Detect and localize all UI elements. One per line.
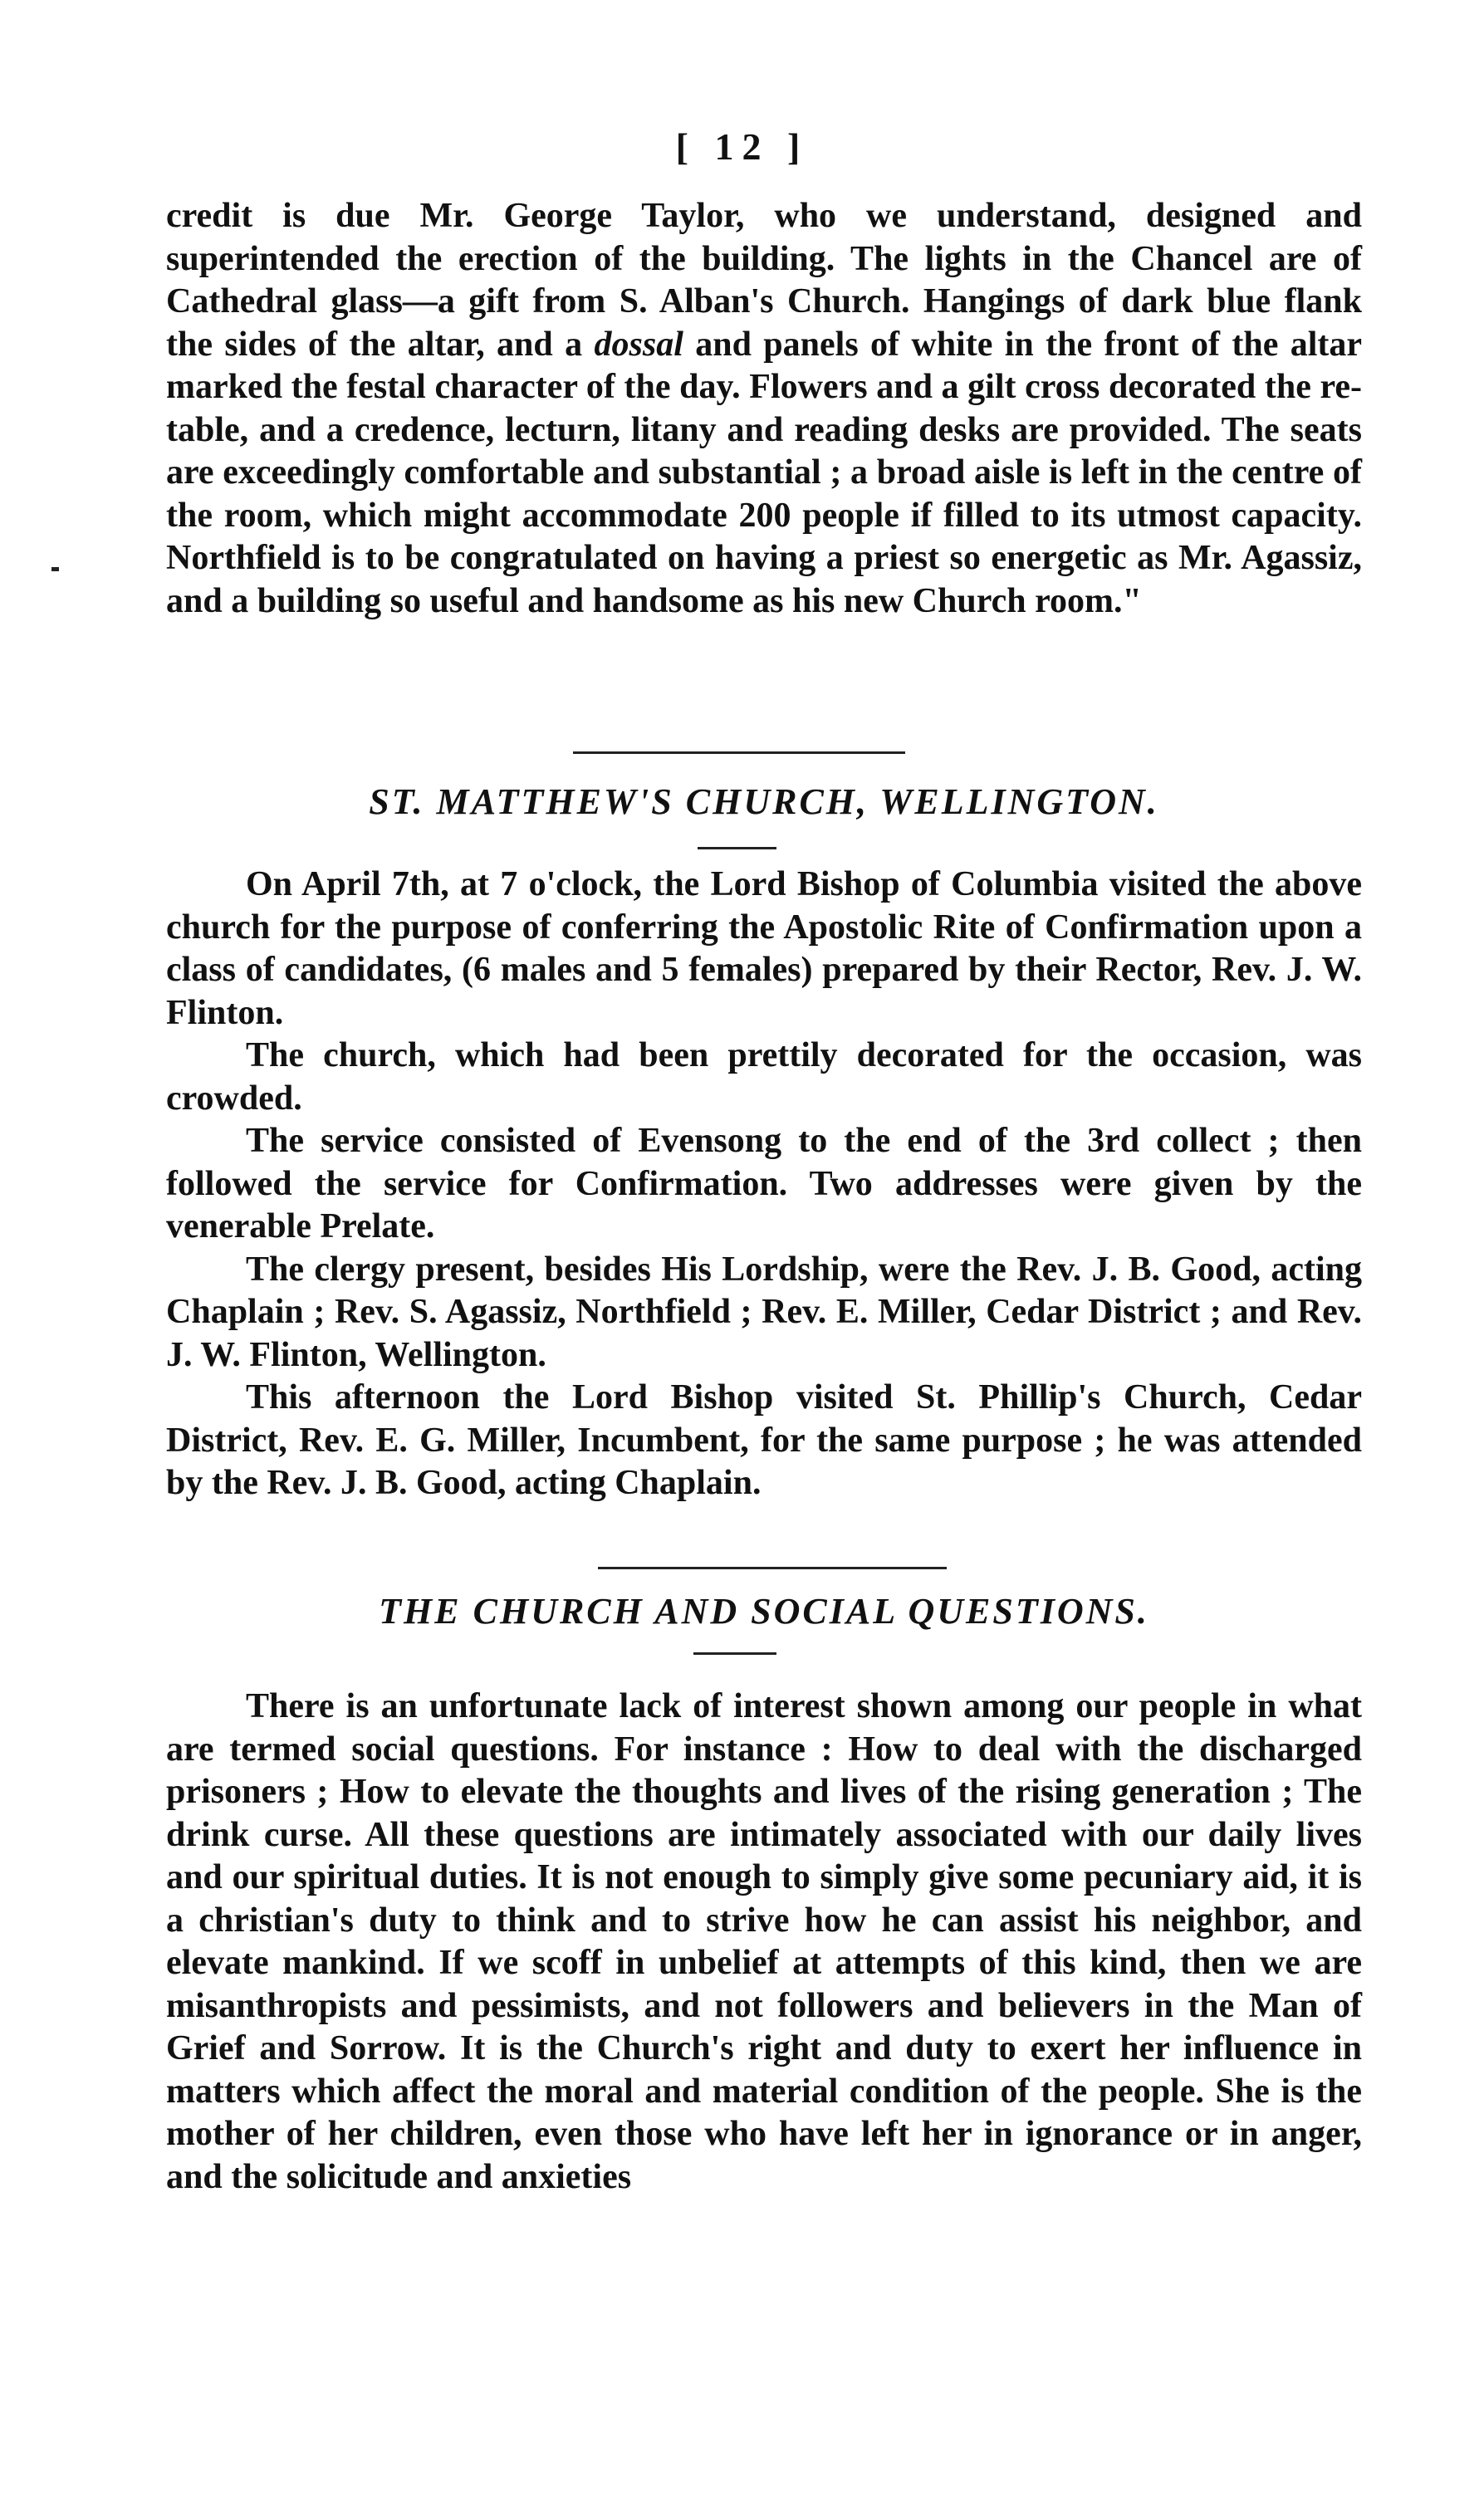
- section1-paragraph: This afternoon the Lord Bishop visited St. Phillip's Church, Cedar District, Rev. E. G. Miller, Incumbent, for the same purpose ; he was attended by the Rev. J. B. Good, acting Chaplain.: [166, 1378, 1362, 1502]
- section1-paragraph: The church, which had been prettily decorated for the occasion, was crowded.: [166, 1036, 1362, 1118]
- section1-paragraph: The clergy present, besides His Lordship, were the Rev. J. B. Good, acting Chaplain ; Rev. S. Agassiz, Northfield ; Rev. E. Miller, Cedar District ; and Rev. J. W. Flinton, Wellington.: [166, 1250, 1362, 1374]
- page-number: [ 12 ]: [675, 125, 809, 168]
- section1-paragraph: The service consisted of Evensong to the end of the 3rd collect ; then followed the service for Confirmation. Two addresses were given by the venerable Prelate.: [166, 1122, 1362, 1245]
- section-heading-social-questions: THE CHURCH AND SOCIAL QUESTIONS.: [379, 1591, 1149, 1632]
- section-heading-st-matthews: ST. MATTHEW'S CHURCH, WELLINGTON.: [369, 781, 1159, 822]
- section2-paragraph: There is an unfortunate lack of interest shown among our people in what are termed social questions. For instance : How to deal with the discharged prisoners ; How to elevate the thoughts and lives of the rising generation ; The drink curse. All these questions are intimately associated with our daily lives and our spiritual duties. It is not enough to simply give some pecuniary aid, it is a christian's duty to think and to strive how he can assist his neighbor, and elevate mankind. If we scoff in unbelief at attempts of this kind, then we are misanthropists and pessimists, and not followers and believers in the Man of Grief and Sorrow. It is the Church's right and duty to exert her influence in matters which affect the moral and material condition of the people. She is the mother of her children, even those who have left her in ignorance or in anger, and the solicitude and anxieties: [166, 1687, 1362, 2196]
- opening-paragraph: [166, 195, 1362, 623]
- section-divider-rule: [598, 1567, 947, 1569]
- heading-underline-rule: [698, 847, 776, 849]
- opening-text-before: credit is due Mr. George Taylor, who we understand, designed and superintended the erection of the building. The lights in the Chancel are of Cathedral glass—a gift from S. Alban's Church. Hangings of dark blue flank the sides of the altar, and a: [166, 197, 1362, 364]
- section2-body: [166, 1686, 1362, 2199]
- opening-paragraph-block: [166, 195, 1362, 623]
- section1-body: [166, 864, 1362, 1505]
- opening-text-after: and panels of white in the front of the altar marked the festal character of the day. Flowers and a gilt cross decorated the re-table, and a credence, lecturn, litany and reading desks are provided. The seats are exceedingly comfortable and substantial ; a broad aisle is left in the centre of the room, which might accommodate 200 people if filled to its utmost capacity. Northfield is to be congratulated on having a priest so energetic as Mr. Agassiz, and a building so useful and handsome as his new Church room.": [166, 325, 1363, 620]
- italic-term: dossal: [594, 325, 683, 364]
- margin-mark: [51, 567, 59, 571]
- section-divider-rule: [573, 751, 905, 754]
- heading-underline-rule: [693, 1652, 776, 1655]
- section1-paragraph: On April 7th, at 7 o'clock, the Lord Bishop of Columbia visited the above church for the purpose of conferring the Apostolic Rite of Confirmation upon a class of candidates, (6 males and 5 females) prepared by their Rector, Rev. J. W. Flinton.: [166, 865, 1362, 1032]
